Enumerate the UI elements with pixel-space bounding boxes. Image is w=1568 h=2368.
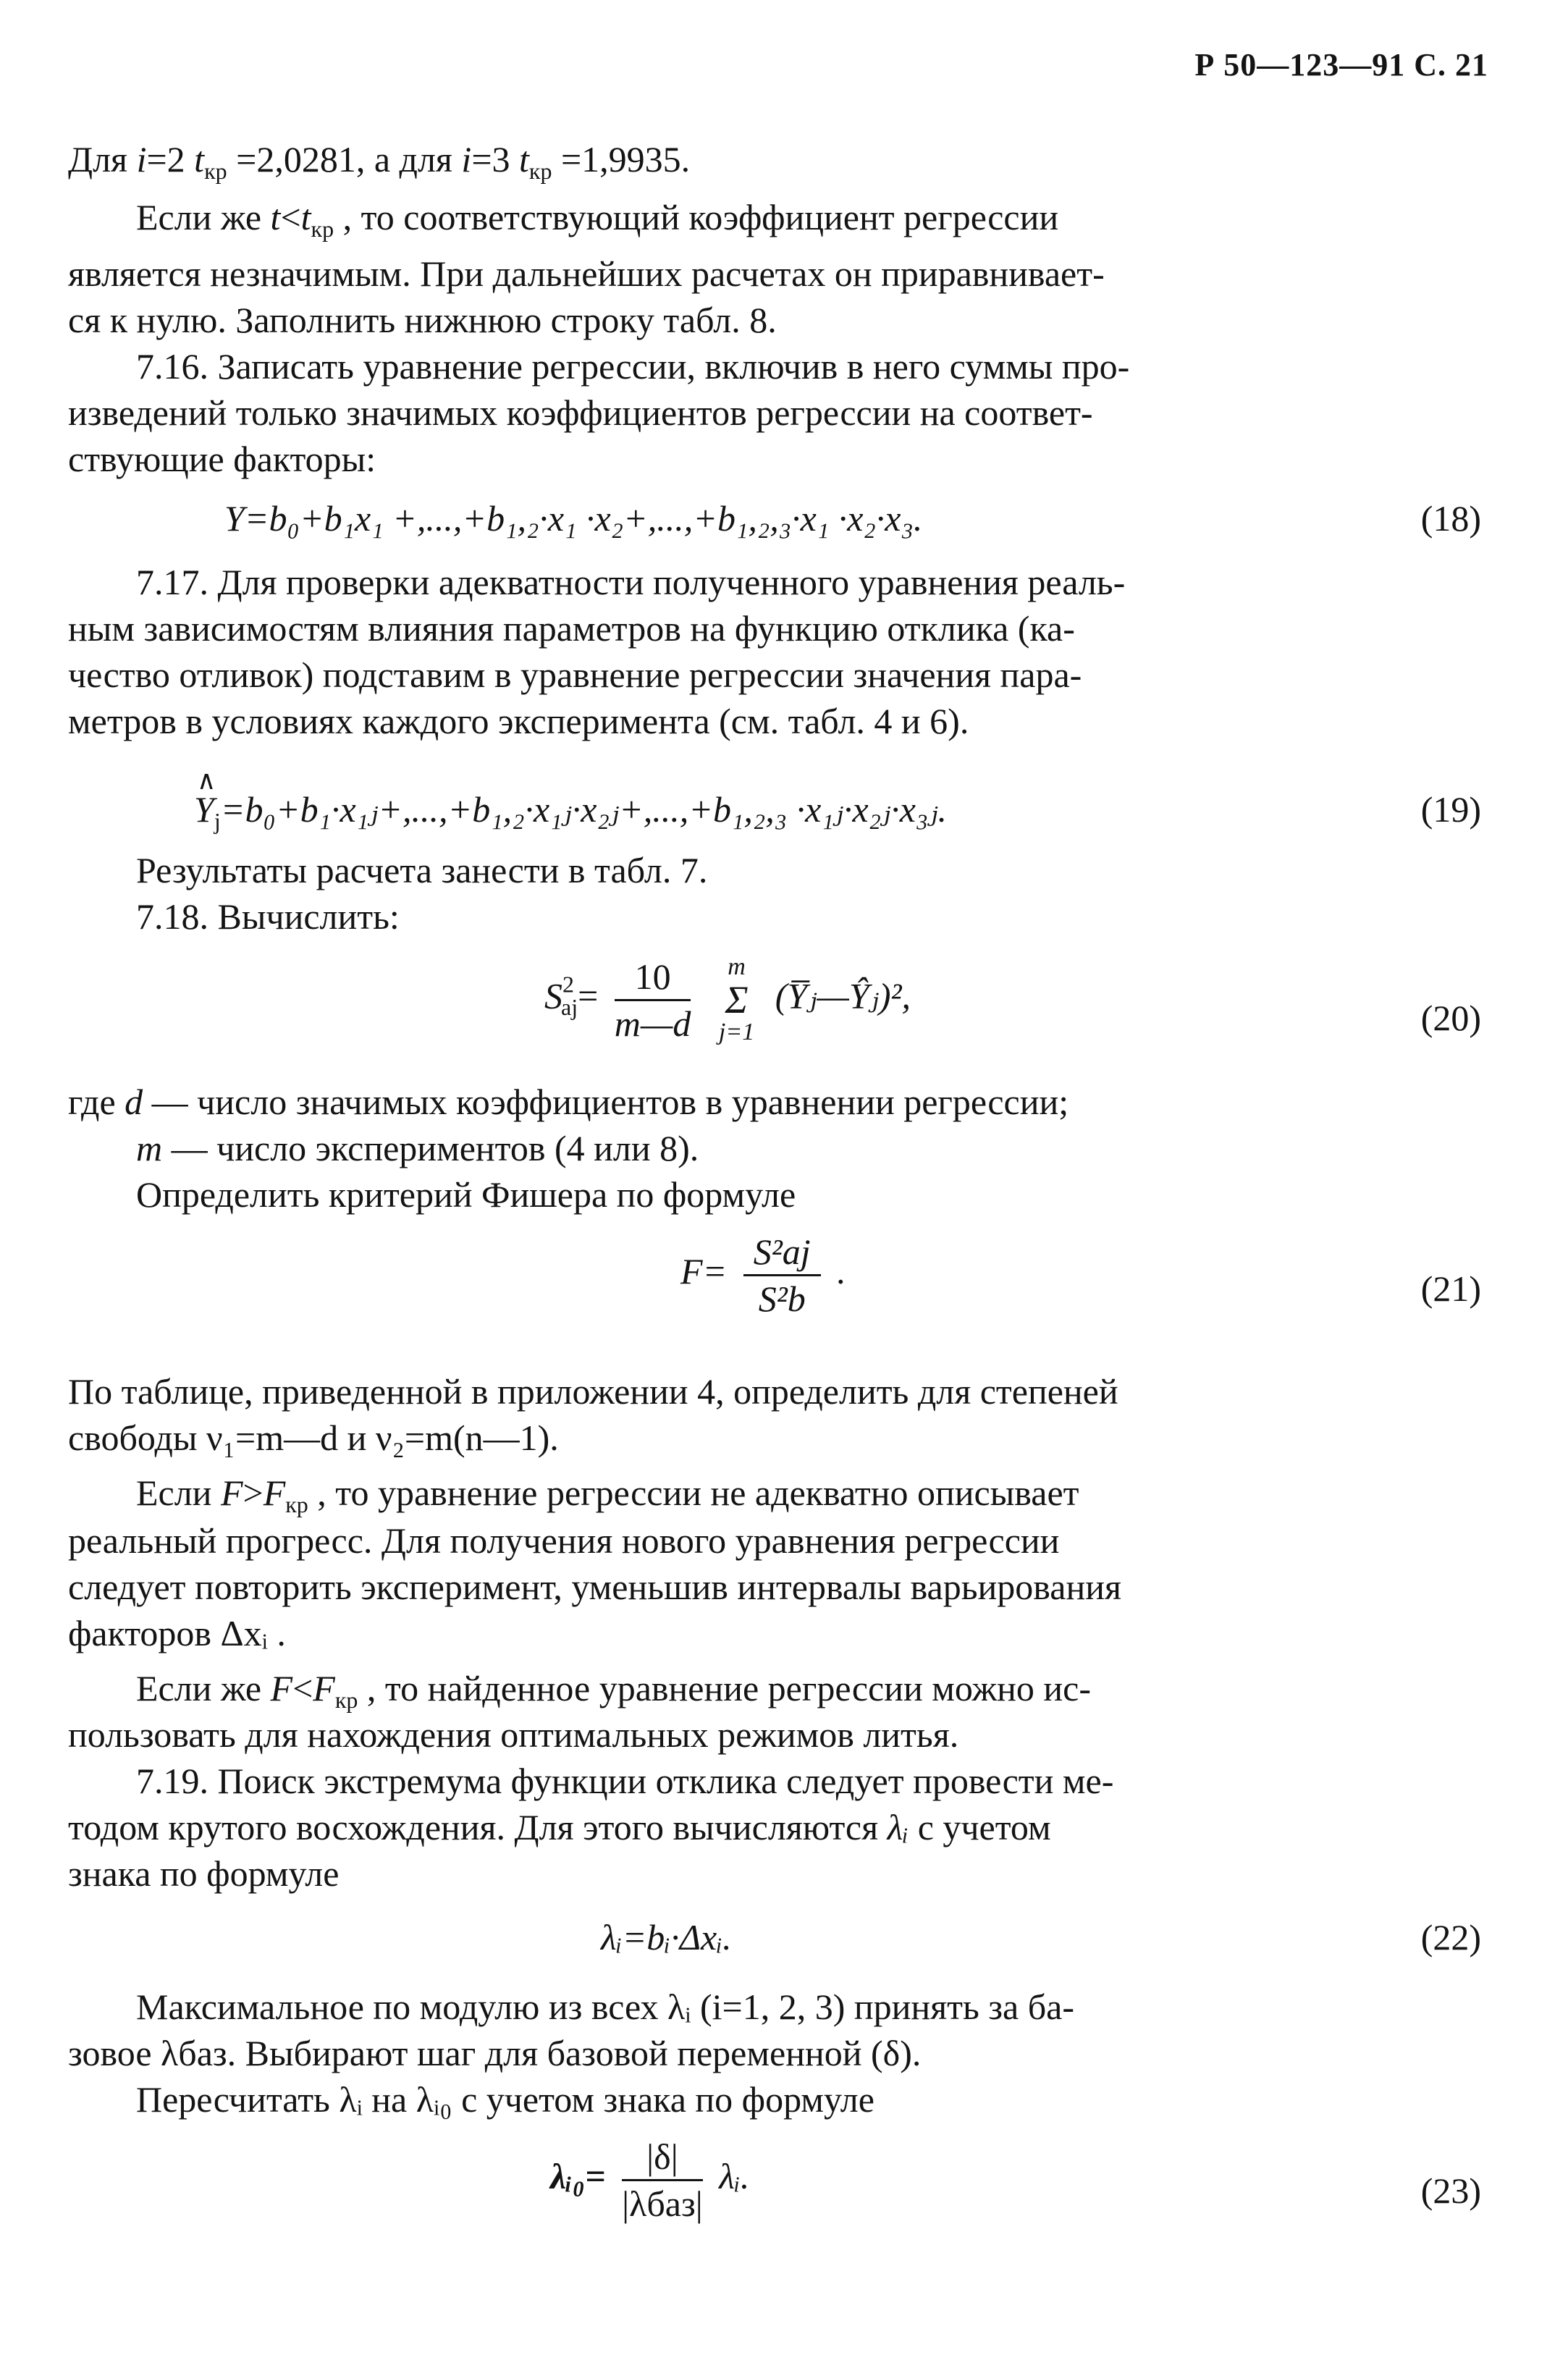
page-header: Р 50—123—91 С. 21 <box>1194 47 1488 83</box>
text: = <box>578 975 599 1016</box>
equation-23 <box>550 2136 749 2225</box>
var: i <box>461 139 472 180</box>
var: i <box>136 139 147 180</box>
text: λᵢ. <box>719 2155 750 2196</box>
text-line: Определить критерий Фишера по формуле <box>136 1174 796 1215</box>
text: — число значимых коэффициентов в уравнении регрессии; <box>143 1082 1069 1122</box>
var: d <box>125 1082 143 1122</box>
text: < <box>292 1668 313 1708</box>
equation-number: (22) <box>1420 1917 1481 1958</box>
numerator: 10 <box>615 956 691 1001</box>
equation-20 <box>544 953 911 1047</box>
text-line: знака по формуле <box>68 1853 340 1894</box>
text-line: 7.16. Записать уравнение регрессии, включив в него суммы про- <box>136 346 1130 387</box>
summation <box>719 953 754 1047</box>
text-line: следует повторить эксперимент, уменьшив интервалы варьирования <box>68 1567 1121 1607</box>
text-line: ным зависимостям влияния параметров на функцию отклика (ка- <box>68 608 1075 649</box>
text-line: факторов Δxᵢ . <box>68 1613 286 1653</box>
subscript: кр <box>311 216 334 242</box>
sum-lower: j=1 <box>718 1019 755 1045</box>
text-line <box>136 1125 699 1171</box>
var: t <box>519 139 529 180</box>
var: F <box>263 1472 286 1513</box>
y-hat: ∧ Y <box>194 786 214 833</box>
fraction <box>615 956 691 1045</box>
text-line <box>68 136 690 194</box>
var: F <box>313 1668 335 1708</box>
text-line <box>136 194 1058 252</box>
equation-19 <box>194 786 947 844</box>
text-line: свободы ν₁=m—d и ν₂=m(n—1). <box>68 1417 559 1458</box>
text-line: 7.18. Вычислить: <box>136 896 400 937</box>
text-line: Результаты расчета занести в табл. 7. <box>136 850 708 890</box>
text: , то уравнение регрессии не адекватно описывает <box>308 1472 1079 1513</box>
var: λᵢ <box>887 1807 909 1847</box>
text-line: 7.17. Для проверки адекватности полученного уравнения реаль- <box>136 562 1126 602</box>
subscript: кр <box>285 1491 308 1517</box>
var: t <box>270 197 281 237</box>
text-line: является незначимым. При дальнейших расчетах он приравнивает- <box>68 253 1105 294</box>
text: =2,0281, а для <box>227 139 462 180</box>
text: Если же <box>136 197 271 237</box>
text-line: метров в условиях каждого эксперимента (см. табл. 4 и 6). <box>68 701 969 741</box>
text-line: изведений только значимых коэффициентов регрессии на соответ- <box>68 392 1093 433</box>
equation-number: (23) <box>1420 2170 1481 2211</box>
var: λᵢ₀= <box>550 2155 606 2196</box>
numerator: S²aj <box>743 1231 821 1276</box>
subscript: кр <box>528 158 552 184</box>
text-line: реальный прогресс. Для получения нового уравнения регрессии <box>68 1520 1060 1561</box>
text-line: Пересчитать λᵢ на λᵢ₀ с учетом знака по формуле <box>136 2079 874 2120</box>
subscript: кр <box>334 1687 358 1713</box>
equation-22: λᵢ=bᵢ·Δxᵢ. <box>601 1917 732 1958</box>
equation-number: (21) <box>1420 1268 1481 1309</box>
text: тодом крутого восхождения. Для этого вычисляются <box>68 1807 888 1847</box>
text-line: ствующие факторы: <box>68 439 376 479</box>
text: =3 <box>471 139 520 180</box>
text-line: По таблице, приведенной в приложении 4, определить для степеней <box>68 1371 1118 1412</box>
superscript: 2 <box>562 971 574 998</box>
text: =2 <box>146 139 195 180</box>
subscript: кр <box>204 158 227 184</box>
equation-body: (Y̅ⱼ—Ŷⱼ)², <box>775 975 911 1016</box>
var: F <box>270 1668 293 1708</box>
var: t <box>300 197 311 237</box>
text-line: Максимальное по модулю из всех λᵢ (i=1, 2, 3) принять за ба- <box>136 1986 1075 2027</box>
subscript: j <box>214 808 221 834</box>
text: где <box>68 1082 125 1122</box>
fraction <box>743 1231 821 1320</box>
equation-number: (18) <box>1420 498 1481 539</box>
text: Если <box>136 1472 221 1513</box>
text-line: пользовать для нахождения оптимальных режимов литья. <box>68 1714 959 1755</box>
equation-number: (20) <box>1420 998 1481 1038</box>
text: — число экспериментов (4 или 8). <box>162 1128 699 1168</box>
text: =1,9935. <box>552 139 691 180</box>
text-line: ся к нулю. Заполнить нижнюю строку табл. 8. <box>68 300 777 340</box>
var: S <box>544 975 562 1016</box>
equation-21 <box>680 1231 846 1320</box>
text-line: 7.19. Поиск экстремума функции отклика следует провести ме- <box>136 1761 1114 1801</box>
text: с учетом <box>909 1807 1051 1847</box>
text-line <box>68 1079 1068 1125</box>
text: Для <box>68 139 137 180</box>
equation-body: =b₀+b₁·x₁ⱼ+,...,+b₁,₂·x₁ⱼ·x₂ⱼ+,...,+b₁,₂,₃ ·x₁ⱼ·x₂ⱼ·x₃ⱼ. <box>220 789 948 830</box>
subscript: aj <box>561 994 578 1021</box>
text: , то найденное уравнение регрессии можно ис- <box>358 1668 1092 1708</box>
text-line: чество отливок) подставим в уравнение регрессии значения пара- <box>68 654 1082 695</box>
text: , то соответствующий коэффициент регрессии <box>334 197 1059 237</box>
equation-number: (19) <box>1420 789 1481 830</box>
fraction <box>622 2136 703 2225</box>
denominator: |λбаз| <box>622 2183 703 2224</box>
denominator: m—d <box>614 1003 691 1044</box>
text: . <box>837 1250 846 1292</box>
text-line: зовое λбаз. Выбирают шаг для базовой переменной (δ). <box>68 2033 922 2073</box>
var: F <box>220 1472 243 1513</box>
text-line <box>68 1804 1051 1850</box>
var: m <box>136 1128 163 1168</box>
sum-upper: m <box>728 953 746 980</box>
var: t <box>194 139 205 180</box>
sigma-icon: Σ <box>725 978 749 1021</box>
equation-18: Y=b₀+b₁x₁ +,...,+b₁,₂·x₁ ·x₂+,...,+b₁,₂,₃·x₁ ·x₂·x₃. <box>224 498 923 539</box>
text: Если же <box>136 1668 271 1708</box>
var: F= <box>680 1250 728 1292</box>
denominator: S²b <box>758 1278 806 1319</box>
text: > <box>243 1472 264 1513</box>
numerator: |δ| <box>622 2136 703 2181</box>
text: < <box>280 197 301 237</box>
